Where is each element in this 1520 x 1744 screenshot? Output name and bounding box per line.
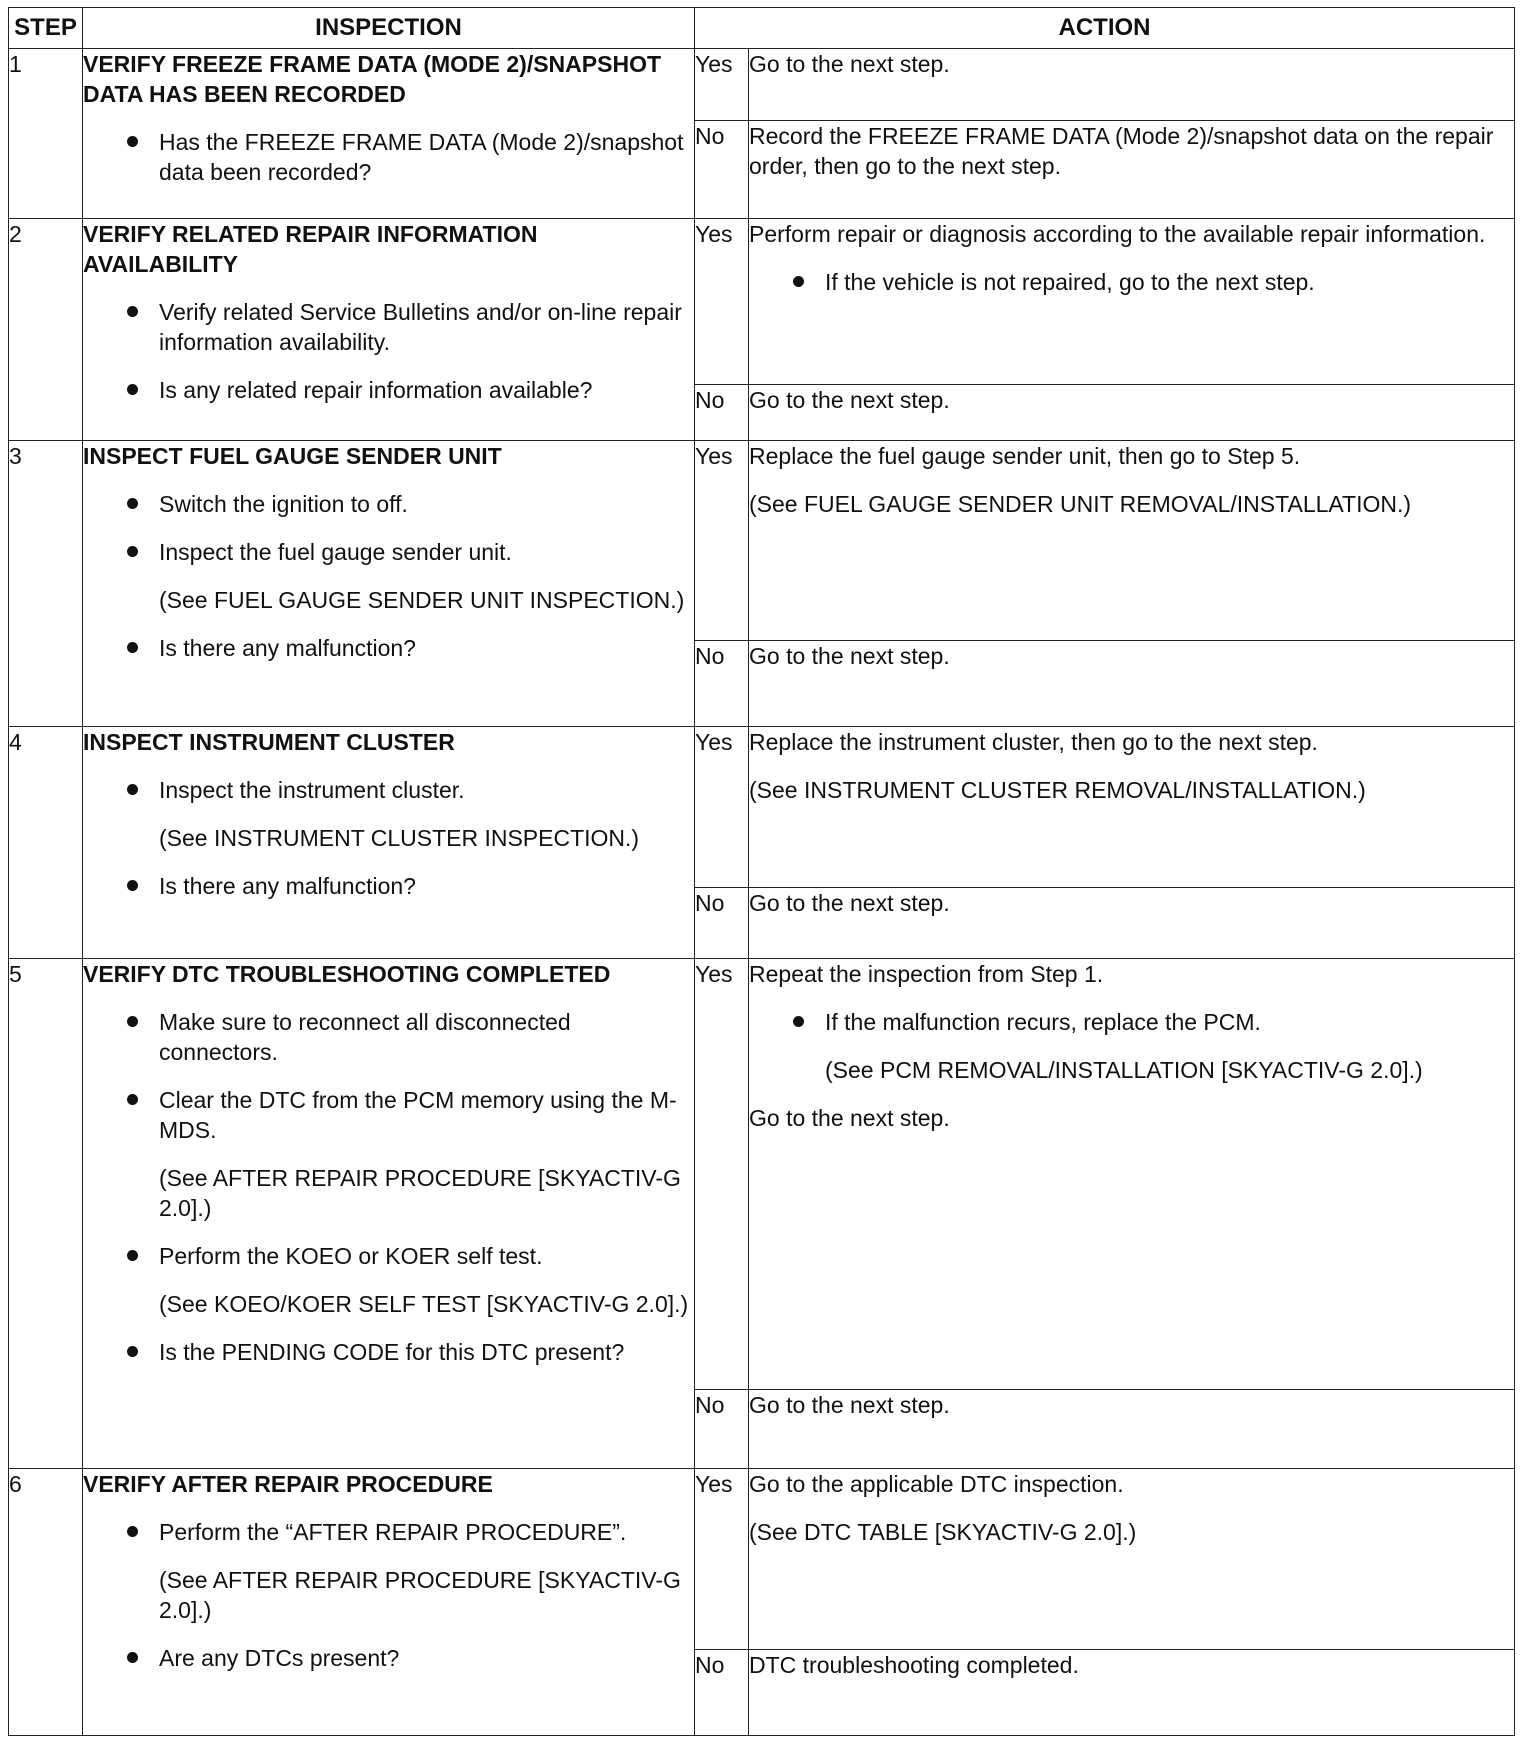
action-reference: (See DTC TABLE [SKYACTIV-G 2.0].) (749, 1519, 1137, 1546)
bullet-icon (793, 276, 804, 287)
action-text: Go to the next step. (749, 642, 950, 669)
yes-action (749, 958, 1515, 1390)
bullet-text: Is there any malfunction? (159, 635, 416, 662)
bullet-icon (127, 1346, 138, 1357)
action-reference: (See FUEL GAUGE SENDER UNIT REMOVAL/INSTALLATION.) (749, 491, 1412, 518)
no-action (749, 640, 1515, 726)
step-title: INSPECT INSTRUMENT CLUSTER (83, 728, 455, 755)
bullet-icon (127, 1094, 138, 1105)
no-action (749, 1650, 1515, 1736)
step-6-inspection (83, 1469, 695, 1736)
action-text: Go to the next step. (749, 51, 950, 77)
bullet-text: Inspect the instrument cluster. (159, 776, 465, 803)
bullet-icon (127, 1016, 138, 1027)
bullet-text: Is there any malfunction? (159, 872, 416, 899)
action-text: Go to the applicable DTC inspection. (749, 1471, 1124, 1498)
no-action (749, 120, 1515, 218)
inspection-bullet (83, 1085, 694, 1145)
bullet-text: Perform the KOEO or KOER self test. (159, 1242, 543, 1269)
action-text: Go to the next step. (749, 1392, 950, 1419)
bullet-text: Inspect the fuel gauge sender unit. (159, 539, 512, 566)
no-label: No (695, 120, 749, 218)
step-number: 6 (9, 1469, 83, 1736)
yes-action (749, 219, 1515, 385)
step-title: VERIFY RELATED REPAIR INFORMATION AVAILABILITY (83, 221, 538, 278)
inspection-bullet (83, 633, 694, 663)
step-title: INSPECT FUEL GAUGE SENDER UNIT (83, 443, 502, 470)
inspection-bullet (83, 1643, 694, 1673)
header-step: STEP (9, 8, 83, 49)
no-label: No (695, 888, 749, 958)
no-label: No (695, 640, 749, 726)
bullet-icon (127, 642, 138, 653)
inspection-reference: (See AFTER REPAIR PROCEDURE [SKYACTIV-G 2.0].) (159, 1164, 681, 1221)
inspection-reference: (See FUEL GAUGE SENDER UNIT INSPECTION.) (159, 587, 685, 614)
step-6-yes-row (9, 1469, 1515, 1650)
inspection-bullet (83, 1241, 694, 1271)
step-1-yes-row (9, 49, 1515, 121)
bullet-icon (127, 1250, 138, 1261)
action-text: Go to the next step. (749, 890, 950, 917)
action-text: DTC troubleshooting completed. (749, 1652, 1079, 1679)
no-action (749, 1390, 1515, 1469)
step-number: 2 (9, 219, 83, 441)
bullet-icon (127, 136, 138, 147)
no-label: No (695, 1390, 749, 1469)
bullet-text: If the vehicle is not repaired, go to the next step. (825, 269, 1315, 296)
action-text: Repeat the inspection from Step 1. (749, 960, 1104, 987)
inspection-reference: (See KOEO/KOER SELF TEST [SKYACTIV-G 2.0].) (159, 1290, 689, 1317)
step-2-yes-row (9, 219, 1515, 385)
bullet-icon (793, 1016, 804, 1027)
bullet-text: Has the FREEZE FRAME DATA (Mode 2)/snapshot data been recorded? (159, 129, 684, 185)
action-text: Perform repair or diagnosis according to the available repair information. (749, 221, 1486, 248)
bullet-text: Verify related Service Bulletins and/or on-line repair information availability. (159, 299, 682, 356)
no-label: No (695, 385, 749, 441)
bullet-icon (127, 306, 138, 317)
inspection-bullet (83, 375, 694, 405)
step-1-inspection (83, 49, 695, 219)
action-bullet (749, 1007, 1514, 1037)
inspection-bullet (83, 1007, 694, 1067)
step-number: 1 (9, 49, 83, 219)
action-reference: (See INSTRUMENT CLUSTER REMOVAL/INSTALLATION.) (749, 776, 1366, 803)
yes-action (749, 726, 1515, 888)
inspection-bullet (83, 1517, 694, 1547)
yes-label: Yes (695, 219, 749, 385)
inspection-bullet (83, 297, 694, 357)
yes-action (749, 49, 1515, 121)
bullet-icon (127, 546, 138, 557)
bullet-text: Is any related repair information available? (159, 377, 593, 404)
yes-label: Yes (695, 49, 749, 121)
step-title: VERIFY FREEZE FRAME DATA (MODE 2)/SNAPSHOT DATA HAS BEEN RECORDED (83, 51, 662, 107)
bullet-icon (127, 498, 138, 509)
inspection-reference: (See INSTRUMENT CLUSTER INSPECTION.) (159, 824, 640, 851)
inspection-bullet (83, 871, 694, 901)
bullet-icon (127, 880, 138, 891)
action-text: Replace the fuel gauge sender unit, then go to Step 5. (749, 443, 1301, 470)
action-text: Replace the instrument cluster, then go to the next step. (749, 728, 1318, 755)
yes-label: Yes (695, 1469, 749, 1650)
no-label: No (695, 1650, 749, 1736)
bullet-icon (127, 1652, 138, 1663)
inspection-bullet (83, 1337, 694, 1367)
step-3-yes-row (9, 441, 1515, 640)
no-action (749, 385, 1515, 441)
yes-label: Yes (695, 958, 749, 1390)
action-text: Record the FREEZE FRAME DATA (Mode 2)/snapshot data on the repair order, then go to the next step. (749, 122, 1494, 179)
action-text: Go to the next step. (749, 387, 950, 414)
yes-label: Yes (695, 726, 749, 888)
inspection-reference: (See AFTER REPAIR PROCEDURE [SKYACTIV-G 2.0].) (159, 1567, 681, 1624)
bullet-icon (127, 784, 138, 795)
bullet-text: Switch the ignition to off. (159, 491, 408, 518)
action-bullet (749, 267, 1514, 297)
header-inspection: INSPECTION (83, 8, 695, 49)
bullet-icon (127, 1526, 138, 1537)
step-title: VERIFY AFTER REPAIR PROCEDURE (83, 1471, 493, 1498)
bullet-text: Is the PENDING CODE for this DTC present? (159, 1338, 625, 1365)
yes-label: Yes (695, 441, 749, 640)
no-action (749, 888, 1515, 958)
step-5-inspection (83, 958, 695, 1469)
bullet-icon (127, 384, 138, 395)
yes-action (749, 441, 1515, 640)
bullet-text: Clear the DTC from the PCM memory using the M-MDS. (159, 1086, 677, 1143)
step-2-inspection (83, 219, 695, 441)
bullet-text: Are any DTCs present? (159, 1645, 400, 1672)
step-5-yes-row (9, 958, 1515, 1390)
header-action: ACTION (695, 8, 1515, 49)
step-title: VERIFY DTC TROUBLESHOOTING COMPLETED (83, 960, 611, 987)
step-number: 3 (9, 441, 83, 726)
inspection-bullet (83, 775, 694, 805)
action-reference: (See PCM REMOVAL/INSTALLATION [SKYACTIV-G 2.0].) (825, 1056, 1423, 1083)
table-header-row (9, 8, 1515, 49)
step-4-yes-row (9, 726, 1515, 888)
bullet-text: If the malfunction recurs, replace the PCM. (825, 1008, 1261, 1035)
step-number: 4 (9, 726, 83, 958)
action-text: Go to the next step. (749, 1104, 950, 1131)
bullet-text: Make sure to reconnect all disconnected connectors. (159, 1008, 571, 1065)
step-4-inspection (83, 726, 695, 958)
yes-action (749, 1469, 1515, 1650)
inspection-bullet (83, 489, 694, 519)
step-number: 5 (9, 958, 83, 1469)
diagnostic-procedure-table (8, 7, 1515, 1736)
inspection-bullet (83, 127, 694, 187)
step-3-inspection (83, 441, 695, 726)
bullet-text: Perform the “AFTER REPAIR PROCEDURE”. (159, 1519, 627, 1546)
inspection-bullet (83, 537, 694, 567)
